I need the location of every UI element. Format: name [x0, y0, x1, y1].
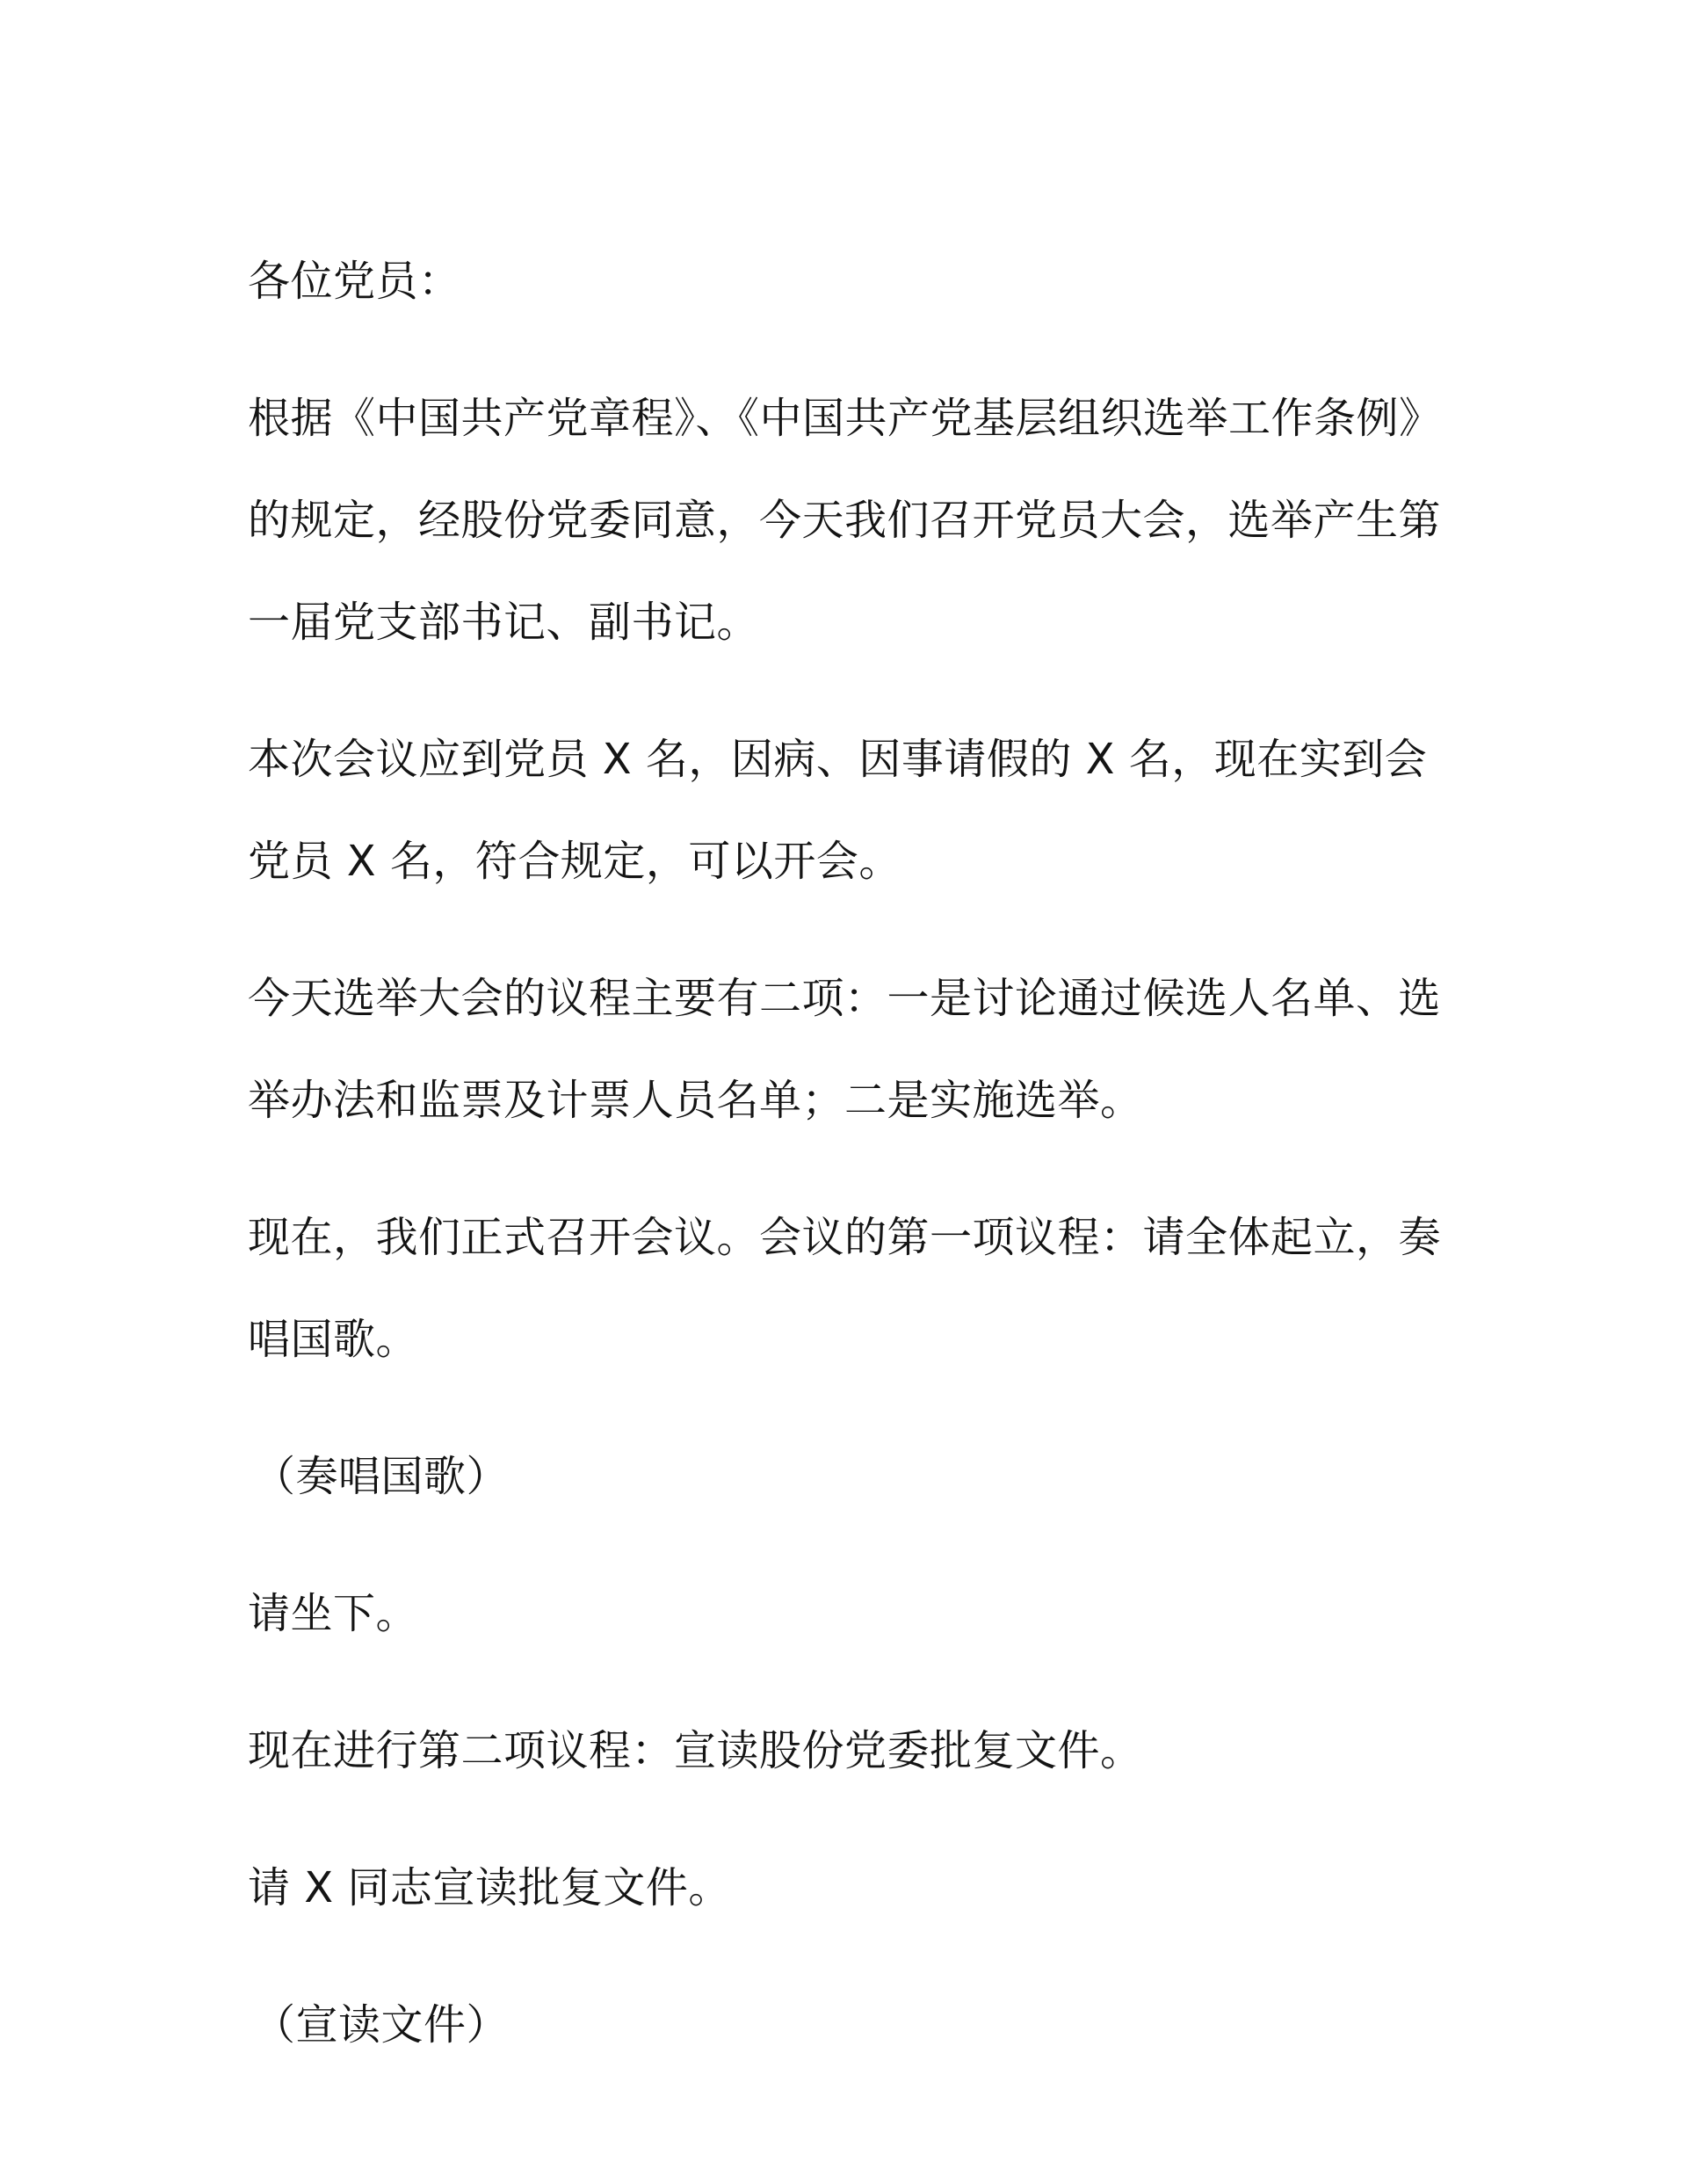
paragraph-second-item: 现在进行第二项议程：宣读股份党委批复文件。	[248, 1726, 1143, 1775]
salutation: 各位党员：	[248, 257, 461, 306]
document-body	[248, 230, 1452, 2111]
paragraph-read-document: 请 X 同志宣读批复文件。	[248, 1863, 731, 1912]
paragraph-regulations: 根据《中国共产党章程》、《中国共产党基层组织选举工作条例》的规定，经股份党委同意，今天我们召开党员大会，选举产生第一届党支部书记、副书记。	[248, 394, 1442, 647]
paragraph-opening: 现在，我们正式召开会议。会议的第一项议程：请全体起立，奏唱国歌。	[248, 1213, 1442, 1364]
stage-direction-anthem: （奏唱国歌）	[253, 1452, 510, 1501]
stage-direction-reading: （宣读文件）	[253, 2000, 510, 2050]
paragraph-attendance: 本次会议应到党员 X 名，因病、因事请假的 X 名，现在实到会党员 X 名，符合规定，可以开会。	[248, 735, 1428, 886]
paragraph-be-seated: 请坐下。	[248, 1589, 419, 1638]
paragraph-agenda: 今天选举大会的议程主要有二项：一是讨论通过候选人名单、选举办法和监票及计票人员名单；二是实施选举。	[248, 974, 1442, 1125]
